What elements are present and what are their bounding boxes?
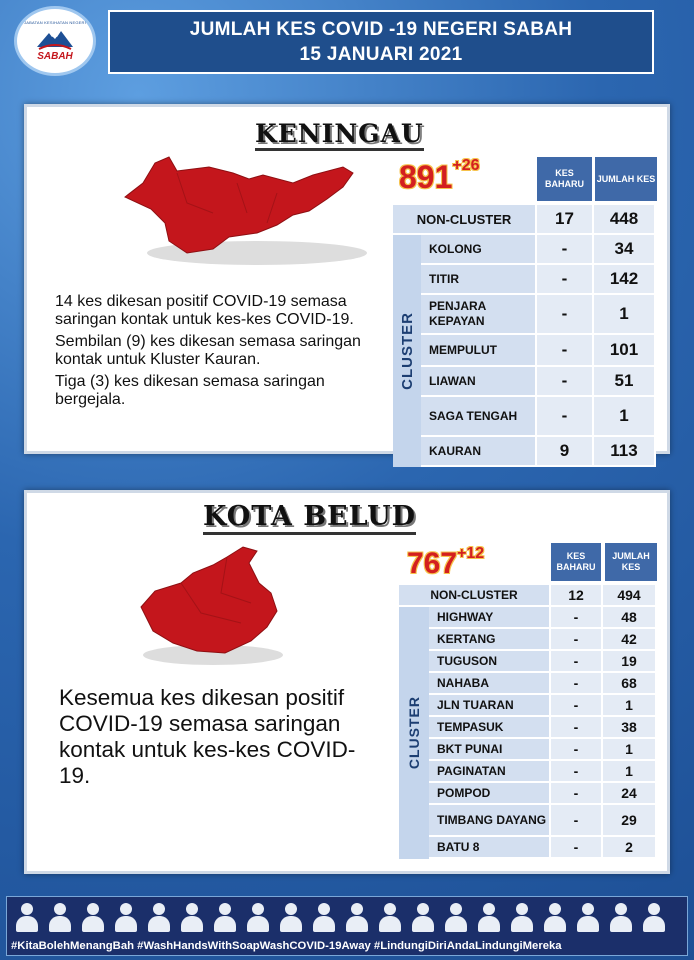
- cluster-total: 101: [594, 335, 656, 367]
- person-icon: [642, 901, 666, 933]
- header-title: JUMLAH KES COVID -19 NEGERI SABAH: [189, 19, 573, 40]
- cluster-total: 1: [594, 397, 656, 437]
- cluster-row: [429, 629, 657, 651]
- cluster-total: 24: [603, 783, 657, 805]
- total-cases: 767: [407, 547, 458, 580]
- cluster-name: NAHABA: [429, 673, 551, 695]
- cluster-new: -: [551, 607, 603, 629]
- non-cluster-total: 494: [603, 585, 657, 607]
- person-icon: [378, 901, 402, 933]
- cluster-row: [429, 739, 657, 761]
- person-icon: [576, 901, 600, 933]
- keningau-total-count: [399, 159, 480, 196]
- col-header-new: KES BAHARU: [537, 157, 592, 201]
- col-header-new: KES BAHARU: [551, 543, 601, 581]
- cluster-name: HIGHWAY: [429, 607, 551, 629]
- cluster-name: KERTANG: [429, 629, 551, 651]
- cluster-name: TITIR: [421, 265, 537, 295]
- col-header-total: JUMLAH KES: [605, 543, 657, 581]
- cluster-total: 2: [603, 837, 657, 859]
- header-date: 15 JANUARI 2021: [299, 44, 463, 65]
- cluster-total: 142: [594, 265, 656, 295]
- person-icon: [81, 901, 105, 933]
- cluster-name: JLN TUARAN: [429, 695, 551, 717]
- cluster-new: -: [537, 235, 594, 265]
- cluster-row: [421, 437, 656, 467]
- keningau-map-icon: [117, 153, 377, 283]
- cluster-new: -: [551, 695, 603, 717]
- col-header-total: JUMLAH KES: [595, 157, 657, 201]
- cluster-new: -: [551, 673, 603, 695]
- cluster-row: [429, 695, 657, 717]
- cluster-label-text: CLUSTER: [406, 696, 422, 770]
- non-cluster-row: [393, 205, 656, 235]
- cluster-total: 29: [603, 805, 657, 837]
- desc-paragraph: Sembilan (9) kes dikesan semasa saringan kontak untuk Kluster Kauran.: [55, 333, 361, 368]
- cluster-side-label: [399, 607, 429, 859]
- cluster-total: 51: [594, 367, 656, 397]
- cluster-name: TEMPASUK: [429, 717, 551, 739]
- cluster-row: [429, 805, 657, 837]
- person-icon: [477, 901, 501, 933]
- cluster-name: TIMBANG DAYANG: [429, 805, 551, 837]
- person-icon: [15, 901, 39, 933]
- cluster-new: 9: [537, 437, 594, 467]
- total-cases: 891: [399, 159, 453, 195]
- person-icon: [543, 901, 567, 933]
- cluster-new: -: [551, 651, 603, 673]
- cluster-name: SAGA TENGAH: [421, 397, 537, 437]
- footer-banner: [6, 896, 688, 956]
- cluster-total: 19: [603, 651, 657, 673]
- person-icon: [213, 901, 237, 933]
- cluster-new: -: [537, 295, 594, 335]
- person-icon: [444, 901, 468, 933]
- cluster-name: BKT PUNAI: [429, 739, 551, 761]
- person-icon: [279, 901, 303, 933]
- kota-belud-map-icon: [131, 543, 301, 673]
- cluster-total: 113: [594, 437, 656, 467]
- cluster-name: LIAWAN: [421, 367, 537, 397]
- cluster-new: -: [537, 397, 594, 437]
- desc-paragraph: Tiga (3) kes dikesan semasa saringan bergejala.: [55, 373, 325, 408]
- frontliner-figures: [15, 901, 666, 933]
- cluster-name: TUGUSON: [429, 651, 551, 673]
- cluster-total: 48: [603, 607, 657, 629]
- cluster-row: [421, 295, 656, 335]
- logo-word: SABAH: [37, 51, 73, 62]
- cluster-name: POMPOD: [429, 783, 551, 805]
- desc-paragraph: 14 kes dikesan positif COVID-19 semasa saringan kontak untuk kes-kes COVID-19.: [55, 293, 354, 328]
- cluster-row: [421, 397, 656, 437]
- cluster-name: PENJARA KEPAYAN: [421, 295, 537, 335]
- cluster-total: 34: [594, 235, 656, 265]
- person-icon: [48, 901, 72, 933]
- cluster-row: [429, 761, 657, 783]
- person-icon: [180, 901, 204, 933]
- logo-tagline: JABATAN KESIHATAN NEGERI: [24, 20, 86, 25]
- non-cluster-row: [399, 585, 657, 607]
- cluster-total: 1: [603, 761, 657, 783]
- keningau-description: [55, 293, 375, 413]
- cluster-row: [429, 651, 657, 673]
- cluster-total: 1: [594, 295, 656, 335]
- cluster-new: -: [551, 837, 603, 859]
- cluster-row: [429, 717, 657, 739]
- keningau-title: KENINGAU: [255, 119, 424, 151]
- cluster-total: 1: [603, 739, 657, 761]
- person-icon: [246, 901, 270, 933]
- cluster-total: 42: [603, 629, 657, 651]
- kota-belud-title: KOTA BELUD: [203, 501, 416, 535]
- page-header: [108, 10, 654, 74]
- new-cases: +26: [452, 157, 480, 174]
- cluster-new: -: [551, 629, 603, 651]
- non-cluster-label: NON-CLUSTER: [399, 585, 551, 607]
- cluster-new: -: [537, 367, 594, 397]
- kota-belud-total-count: [407, 547, 484, 581]
- non-cluster-total: 448: [594, 205, 656, 235]
- cluster-new: -: [551, 805, 603, 837]
- cluster-row: [429, 837, 657, 859]
- cluster-row: [421, 335, 656, 367]
- cluster-new: -: [551, 761, 603, 783]
- kota-belud-description: Kesemua kes dikesan positif COVID-19 semasa saringan kontak untuk kes-kes COVID-19.: [59, 685, 356, 788]
- person-icon: [114, 901, 138, 933]
- cluster-new: -: [551, 717, 603, 739]
- person-icon: [312, 901, 336, 933]
- cluster-name: BATU 8: [429, 837, 551, 859]
- cluster-total: 68: [603, 673, 657, 695]
- person-icon: [411, 901, 435, 933]
- new-cases: +12: [457, 545, 485, 562]
- jkns-sabah-logo: [14, 6, 96, 76]
- cluster-row: [429, 783, 657, 805]
- kota-belud-panel: [24, 490, 670, 874]
- cluster-name: KAURAN: [421, 437, 537, 467]
- cluster-name: PAGINATAN: [429, 761, 551, 783]
- cluster-new: -: [551, 783, 603, 805]
- person-icon: [345, 901, 369, 933]
- non-cluster-new: 17: [537, 205, 594, 235]
- cluster-name: KOLONG: [421, 235, 537, 265]
- cluster-new: -: [551, 739, 603, 761]
- non-cluster-label: NON-CLUSTER: [393, 205, 537, 235]
- cluster-row: [429, 673, 657, 695]
- keningau-panel: [24, 104, 670, 460]
- cluster-row: [429, 607, 657, 629]
- cluster-new: -: [537, 335, 594, 367]
- cluster-name: MEMPULUT: [421, 335, 537, 367]
- person-icon: [147, 901, 171, 933]
- cluster-total: 1: [603, 695, 657, 717]
- non-cluster-new: 12: [551, 585, 603, 607]
- cluster-row: [421, 235, 656, 265]
- cluster-row: [421, 265, 656, 295]
- mountain-emblem-icon: [35, 27, 75, 51]
- cluster-side-label: [393, 235, 421, 467]
- cluster-new: -: [537, 265, 594, 295]
- footer-hashtags: #KitaBolehMenangBah #WashHandsWithSoapWashCOVID-19Away #LindungiDiriAndaLindungiMereka: [11, 940, 562, 952]
- cluster-row: [421, 367, 656, 397]
- person-icon: [510, 901, 534, 933]
- cluster-label-text: CLUSTER: [398, 312, 416, 390]
- person-icon: [609, 901, 633, 933]
- cluster-total: 38: [603, 717, 657, 739]
